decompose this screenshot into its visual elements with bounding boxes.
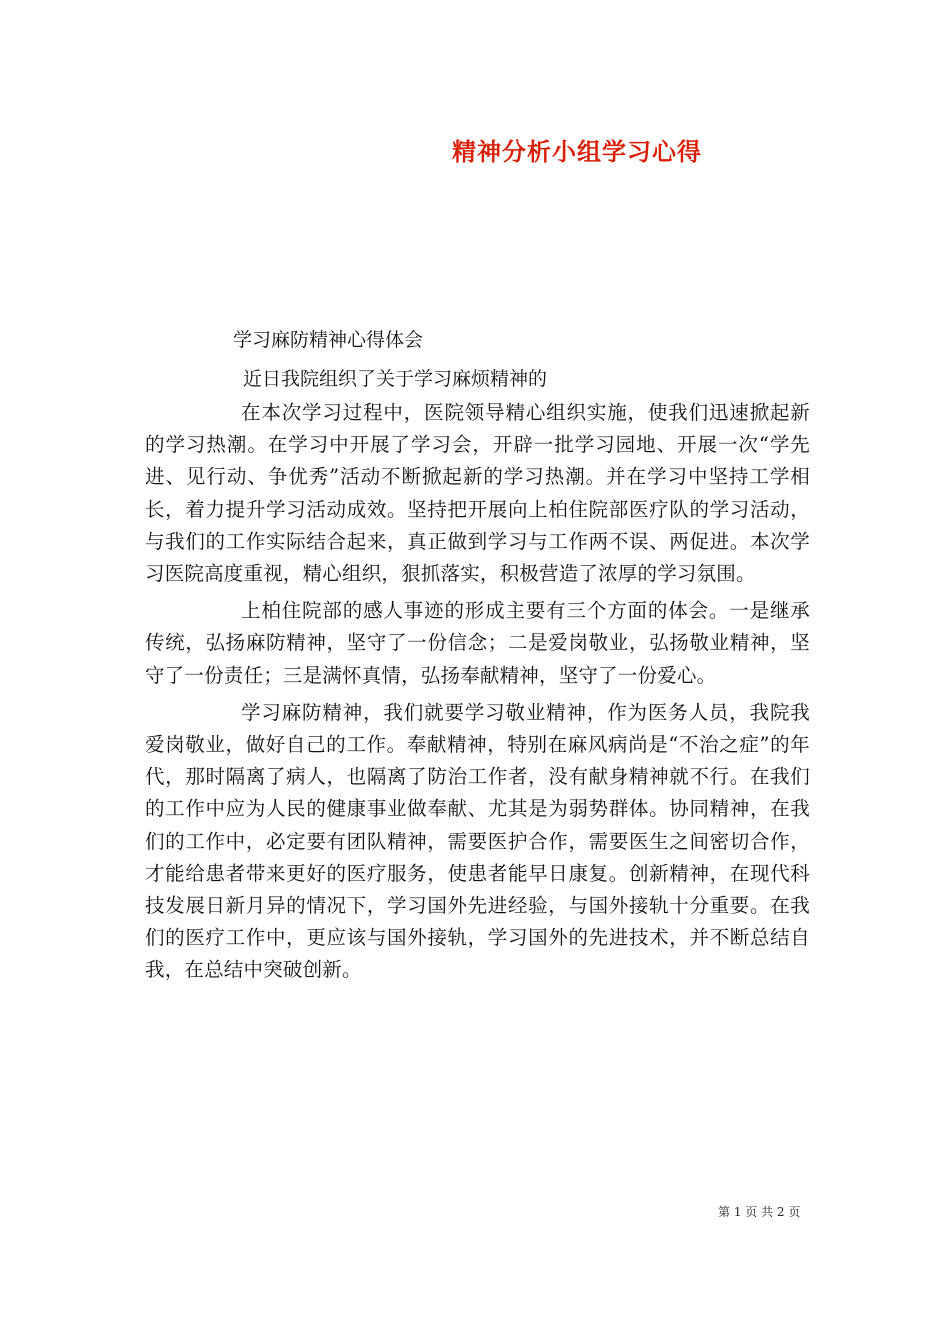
paragraph-1: 在本次学习过程中，医院领导精心组织实施，使我们迅速掀起新的学习热潮。在学习中开展了学习会，开辟一批学习园地、开展一次“学先进、见行动、争优秀”活动不断掀起新的学习热潮。并在学习中坚持工学相长，着力提升学习活动成效。坚持把开展向上柏住院部医疗队的学习活动，与我们的工作实际结合起来，真正做到学习与工作两不误、两促进。本次学习医院高度重视，精心组织，狠抓落实，积极营造了浓厚的学习氛围。 <box>145 401 810 586</box>
document-title: 精神分析小组学习心得 <box>452 137 702 166</box>
intro-line: 近日我院组织了关于学习麻烦精神的 <box>243 368 548 390</box>
subheading: 学习麻防精神心得体会 <box>233 329 424 351</box>
body-text <box>145 397 810 987</box>
paragraph-3: 学习麻防精神，我们就要学习敬业精神，作为医务人员，我院我爱岗敬业，做好自己的工作。奉献精神，特别在麻风病尚是“不治之症”的年代，那时隔离了病人，也隔离了防治工作者，没有献身精神就不行。在我们的工作中应为人民的健康事业做奉献、尤其是为弱势群体。协同精神，在我们的工作中，必定要有团队精神，需要医护合作，需要医生之间密切合作，才能给患者带来更好的医疗服务，使患者能早日康复。创新精神，在现代科技发展日新月异的情况下，学习国外先进经验，与国外接轨十分重要。在我们的医疗工作中，更应该与国外接轨，学习国外的先进技术，并不断总结自我，在总结中突破创新。 <box>145 700 810 982</box>
page-number: 第 1 页 共 2 页 <box>718 1205 801 1219</box>
paragraph-2: 上柏住院部的感人事迹的形成主要有三个方面的体会。一是继承传统，弘扬麻防精神，坚守了一份信念；二是爱岗敬业，弘扬敬业精神，坚守了一份责任；三是满怀真情，弘扬奉献精神，坚守了一份爱心。 <box>145 599 810 687</box>
